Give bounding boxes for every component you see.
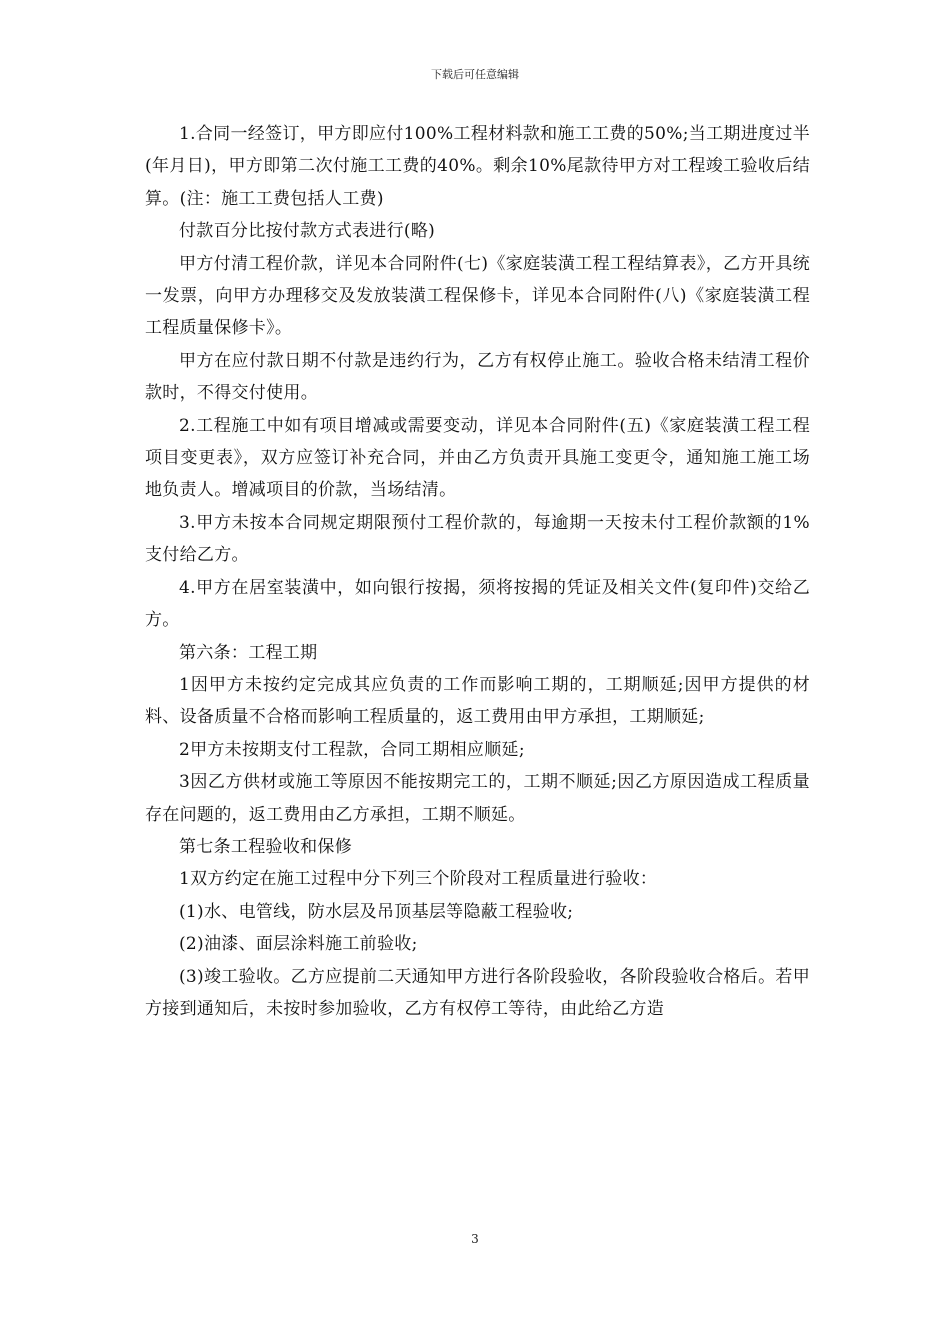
paragraph-acceptance-1: 1双方约定在施工过程中分下列三个阶段对工程质量进行验收： (179, 869, 658, 890)
paragraph-changes: 2.工程施工中如有项目增减或需要变动，详见本合同附件(五)《家庭装潢工程工程项目变更表》，双方应签订补充合同，并由乙方负责开具施工变更令，通知施工施工场地负责人。增减项目的价款，当场结清。 (145, 415, 810, 501)
paragraph-mortgage: 4.甲方在居室装潢中，如向银行按揭，须将按揭的凭证及相关文件(复印件)交给乙方。 (145, 577, 810, 631)
paragraph-payment-1: 1.合同一经签订，甲方即应付100%工程材料款和施工工费的50%;当工期进度过半(年月日)，甲方即第二次付施工工费的40%。剩余10%尾款待甲方对工程竣工验收后结算。(注：施工工费包括人工费) (145, 124, 810, 209)
paragraph-acceptance-item-3: (3)竣工验收。乙方应提前二天通知甲方进行各阶段验收，各阶段验收合格后。若甲方接到通知后，未按时参加验收，乙方有权停工等待，由此给乙方造 (145, 966, 810, 1019)
paragraph-duration-3: 3因乙方供材或施工等原因不能按期完工的，工期不顺延;因乙方原因造成工程质量存在问题的，返工费用由乙方承担，工期不顺延。 (145, 772, 810, 825)
paragraph-settlement: 甲方付清工程价款，详见本合同附件(七)《家庭装潢工程工程结算表》，乙方开具统一发票，向甲方办理移交及发放装潢工程保修卡，详见本合同附件(八)《家庭装潢工程工程质量保修卡》。 (145, 253, 810, 339)
paragraph-acceptance-item-1: (1)水、电管线，防水层及吊顶基层等隐蔽工程验收; (179, 901, 574, 922)
paragraph-duration-2: 2甲方未按期支付工程款，合同工期相应顺延; (179, 739, 525, 760)
paragraph-acceptance-item-2: (2)油漆、面层涂料施工前验收; (179, 934, 418, 955)
page-number: 3 (471, 1232, 479, 1246)
document-body (145, 118, 810, 1025)
paragraph-penalty: 3.甲方未按本合同规定期限预付工程价款的，每逾期一天按未付工程价款额的1%支付给乙方。 (145, 512, 810, 566)
paragraph-default: 甲方在应付款日期不付款是违约行为，乙方有权停止施工。验收合格未结清工程价款时，不得交付使用。 (145, 350, 810, 404)
paragraph-payment-ratio: 付款百分比按付款方式表进行(略) (179, 221, 436, 242)
section-heading-duration: 第六条：工程工期 (179, 642, 318, 663)
paragraph-duration-1: 1因甲方未按约定完成其应负责的工作而影响工期的，工期顺延;因甲方提供的材料、设备质量不合格而影响工程质量的，返工费用由甲方承担，工期顺延; (145, 674, 810, 728)
page-header: 下载后可任意编辑 (431, 68, 519, 81)
section-heading-acceptance: 第七条工程验收和保修 (179, 836, 352, 857)
